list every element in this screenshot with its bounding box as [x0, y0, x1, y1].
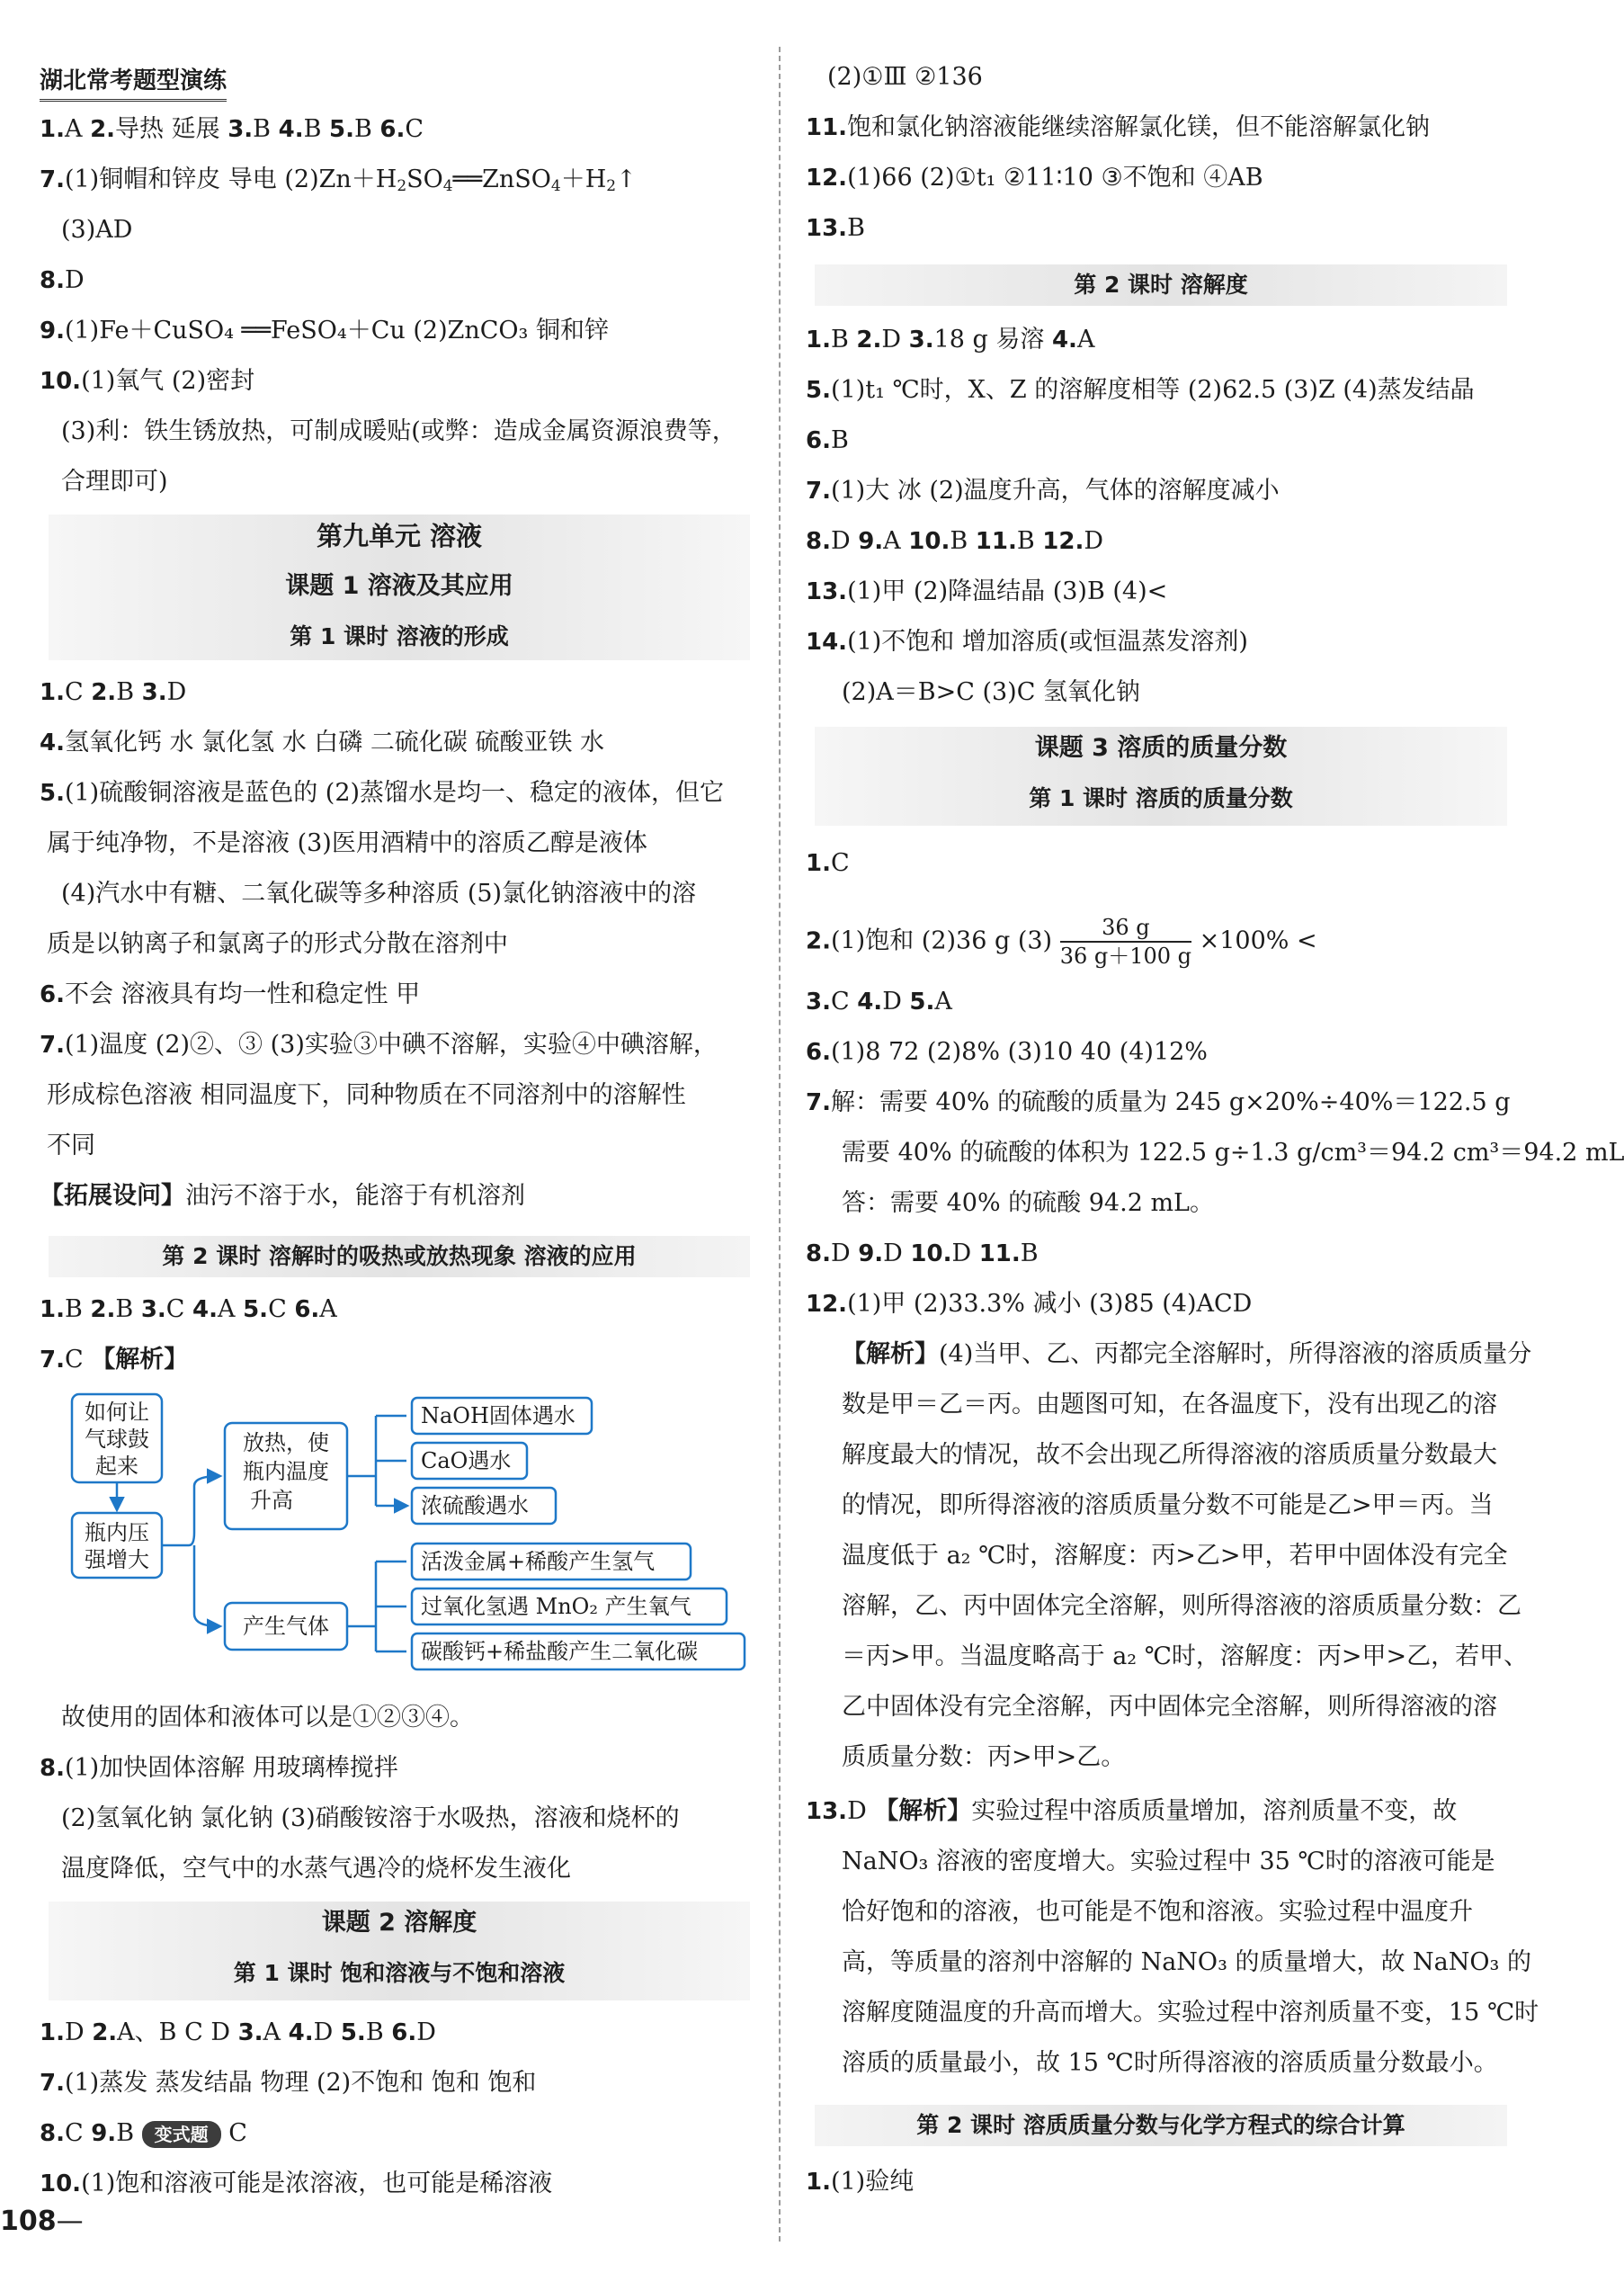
q-number: 6.: [806, 1039, 831, 1066]
answer: D: [64, 2018, 93, 2046]
lesson-title: 第 2 课时 溶质质量分数与化学方程式的综合计算: [815, 2105, 1507, 2146]
answer: 油污不溶于水，能溶于有机溶剂: [185, 1182, 525, 1210]
answer: SO: [406, 166, 443, 193]
q-number: 7.: [40, 2070, 65, 2097]
answer: B: [116, 678, 142, 706]
answer: A: [934, 988, 952, 1016]
page-number-dash: —: [56, 2206, 84, 2237]
branch2-label: 产生气体: [243, 1614, 329, 1639]
answer: D: [166, 678, 187, 706]
answer: B: [64, 1295, 91, 1323]
answer: C: [64, 678, 92, 706]
answer: D: [881, 326, 909, 353]
answer-line-q1-6: [40, 112, 424, 148]
answer-line: [806, 372, 1475, 408]
answer-cont: (2)A＝B>C (3)C 氢氧化钠: [842, 678, 1140, 706]
answer-line: [806, 1034, 1208, 1070]
q-number: 3.: [237, 2019, 263, 2046]
q-number: 12.: [806, 1291, 848, 1318]
q-number: 5.: [329, 116, 354, 143]
q-number: 5.: [243, 1296, 269, 1323]
section-title: 湖北常考题型演练: [40, 63, 227, 102]
q-number: 6.: [806, 427, 831, 454]
answer-cont: 需要 40% 的硫酸的体积为 122.5 g÷1.3 g/cm³＝94.2 cm³＝94.2 mL: [842, 1139, 1624, 1167]
q-number: 4.: [192, 1296, 218, 1323]
q-number: 8.: [40, 1755, 65, 1782]
q-number: 13.: [806, 578, 848, 605]
answer: 导热 延展: [115, 115, 228, 143]
q-number: 1.: [806, 2169, 831, 2196]
answer: B: [253, 115, 279, 143]
answer: B: [115, 1295, 141, 1323]
answer: (1)甲 (2)降温结晶 (3)B (4)<: [847, 577, 1168, 605]
answer: C: [220, 2119, 247, 2147]
q-number: 13.: [806, 1798, 848, 1825]
q-number: 1.: [806, 327, 831, 353]
answer-line: [806, 984, 952, 1020]
q-number: 10.: [908, 528, 950, 555]
q-number: 3.: [908, 327, 934, 353]
answer: D: [1084, 527, 1103, 555]
q-number: 3.: [140, 1296, 166, 1323]
q-number: 5.: [40, 780, 65, 807]
q-number: 13.: [806, 215, 848, 242]
leaf-label: 活泼金属+稀酸产生氢气: [421, 1549, 656, 1574]
q-number: 3.: [141, 679, 167, 706]
answer-line: [40, 725, 604, 761]
analysis-line: 温度低于 a₂ ℃时，溶解度：丙>乙>甲，若甲中固体没有完全: [842, 1542, 1508, 1570]
variant-badge: 变式题: [142, 2121, 221, 2148]
answer: D: [951, 1239, 979, 1267]
analysis-tag: 【解析】: [842, 1340, 939, 1368]
q-number: 3.: [806, 989, 831, 1016]
answer: (1)8 72 (2)8% (3)10 40 (4)12%: [830, 1038, 1208, 1066]
page-number: [0, 2206, 84, 2237]
answer-cont: 温度降低，空气中的水蒸气遇冷的烧杯发生液化: [61, 1855, 571, 1883]
answer-line: [806, 574, 1167, 610]
answer: C: [165, 1295, 193, 1323]
lesson-title: 第 2 课时 溶解时的吸热或放热现象 溶液的应用: [49, 1236, 750, 1277]
q-number: 8.: [40, 267, 65, 294]
q-number: 10.: [40, 368, 82, 395]
answer-line: [806, 160, 1263, 196]
q-number: 9.: [40, 318, 65, 345]
q-number: 4.: [278, 116, 304, 143]
q-number: 4.: [40, 729, 65, 756]
q-number: 7.: [40, 1032, 65, 1059]
answer: C: [64, 2119, 92, 2147]
answer: A: [883, 527, 909, 555]
q-number: 1.: [806, 850, 831, 877]
answer: 解：需要 40% 的硫酸的质量为 245 g×20%÷40%＝122.5 g: [830, 1088, 1511, 1116]
answer: 不会 溶液具有均一性和稳定性 甲: [64, 980, 421, 1008]
q-number: 9.: [91, 2120, 117, 2147]
answer-line: [40, 1027, 718, 1063]
q-number: 11.: [978, 1240, 1021, 1267]
analysis-tag: 【解析】: [874, 1797, 972, 1825]
answer: (1)甲 (2)33.3% 减小 (3)85 (4)ACD: [847, 1290, 1253, 1318]
connector: [162, 1476, 219, 1545]
answer: C: [405, 115, 424, 143]
fraction-numerator: 36 g: [1060, 914, 1191, 943]
extension-line: [40, 1178, 525, 1214]
answer: B: [303, 115, 330, 143]
answer: 18 g 易溶: [933, 326, 1052, 353]
answer-line: [806, 473, 1280, 509]
answer: ══ZnSO: [452, 166, 551, 193]
q-number: 5.: [340, 2019, 366, 2046]
answer-line: [806, 1286, 1252, 1322]
answer-line: [806, 322, 1094, 358]
answer: ×100% <: [1199, 926, 1317, 955]
leaf-label: NaOH固体遇水: [421, 1403, 576, 1428]
lesson-title: 第 2 课时 溶解度: [815, 264, 1507, 306]
analysis-line: 恰好饱和的溶液，也可能是不饱和溶液。实验过程中温度升: [842, 1898, 1473, 1926]
q-number: 9.: [858, 528, 884, 555]
q-number: 8.: [40, 2120, 65, 2147]
q-number: 11.: [806, 114, 848, 141]
answer-line: [806, 423, 849, 459]
answer: (1)加快固体溶解 用玻璃棒搅拌: [64, 1754, 398, 1782]
q-number: 7.: [806, 478, 831, 505]
answer-line: [806, 2164, 914, 2200]
lesson-title: 第 1 课时 饱和溶液与不饱和溶液: [233, 1960, 566, 1986]
answer: A: [263, 2018, 289, 2046]
answer: B: [830, 426, 849, 454]
q-number: 8.: [806, 528, 831, 555]
lesson-title: 第 1 课时 溶质的质量分数: [1029, 785, 1293, 811]
analysis-line: 解度最大的情况，故不会出现乙所得溶液的溶质质量分数最大: [842, 1441, 1497, 1469]
answer-line-q7: [40, 162, 637, 204]
answer: D: [313, 2018, 341, 2046]
q-number: 2.: [856, 327, 882, 353]
answer: B: [1016, 527, 1043, 555]
branch1-line: 放热，使: [243, 1430, 329, 1455]
answer: 饱和氯化钠溶液能继续溶解氯化镁，但不能溶解氯化钠: [847, 113, 1431, 141]
answer-line-q10: [40, 363, 254, 399]
answer-cont: 答：需要 40% 的硫酸 94.2 mL。: [842, 1189, 1214, 1217]
q-number: 12.: [806, 165, 848, 192]
answer-line: [40, 1292, 337, 1328]
analysis-line: [842, 1337, 1531, 1373]
answer: B: [116, 2119, 142, 2147]
q-number: 6.: [40, 981, 65, 1008]
answer-cont: 合理即可): [61, 468, 168, 496]
answer: (1)大 冰 (2)温度升高，气体的溶解度减小: [830, 477, 1280, 505]
topic-title: 课题 2 溶解度: [321, 1909, 477, 1937]
answer: (1)66 (2)①t₁ ②11∶10 ③不饱和 ④AB: [847, 164, 1263, 192]
answer: (1)饱和 (2)36 g (3): [830, 926, 1053, 955]
answer: A、B C D: [117, 2018, 238, 2046]
q-number: 1.: [40, 116, 65, 143]
answer-cont: 故使用的固体和液体可以是①②③④。: [61, 1704, 474, 1732]
answer-line: [40, 2065, 536, 2101]
answer-line: [806, 110, 1430, 146]
analysis-line: 溶质的质量最小，故 15 ℃时所得溶液的溶质质量分数最小。: [842, 2049, 1498, 2077]
answer-cont: (2)①Ⅲ ②136: [827, 63, 983, 91]
q-number: 2.: [90, 1296, 116, 1323]
answer-cont: (2)氢氧化钠 氯化钠 (3)硝酸铵溶于水吸热，溶液和烧杯的: [61, 1804, 680, 1832]
unit-title: 第九单元 溶液: [316, 521, 483, 551]
answer-cont: 质是以钠离子和氯离子的形式分散在溶剂中: [47, 930, 508, 958]
root-line: 气球鼓: [85, 1427, 149, 1452]
q-number: 7.: [40, 166, 65, 193]
q-number: 7.: [40, 1347, 65, 1374]
branch1-line: 瓶内温度: [243, 1459, 329, 1484]
answer-cont: (3)AD: [61, 216, 133, 244]
lesson-title: 第 1 课时 溶液的形成: [290, 623, 509, 649]
q-number: 4.: [1051, 327, 1077, 353]
answer: A: [319, 1295, 337, 1323]
q-number: 2.: [91, 679, 117, 706]
answer: A: [1076, 326, 1095, 353]
answer: B: [847, 214, 865, 242]
answer-cont: 属于纯净物，不是溶液 (3)医用酒精中的溶质乙醇是液体: [47, 829, 647, 857]
answer: C: [830, 849, 850, 877]
connector: [347, 1416, 406, 1506]
answer: (1)硫酸铜溶液是蓝色的 (2)蒸馏水是均一、稳定的液体，但它: [64, 779, 725, 807]
subscript: 4: [442, 177, 453, 195]
answer: (1)铜帽和锌皮 导电 (2)Zn＋H: [64, 166, 397, 193]
topic-title: 课题 3 溶质的质量分数: [1034, 734, 1288, 762]
answer-line: [806, 1236, 1039, 1272]
answer: A: [218, 1295, 244, 1323]
answer: D: [883, 1239, 911, 1267]
answer: B: [830, 326, 857, 353]
answer: B: [1020, 1239, 1039, 1267]
answer-line: [40, 775, 724, 811]
q-number: 3.: [228, 116, 254, 143]
answer: D: [64, 266, 85, 294]
q-number: 8.: [806, 1240, 831, 1267]
analysis-line: 的情况，即所得溶液的溶质质量分数不可能是乙>甲＝丙。当: [842, 1491, 1494, 1519]
leaf-label: CaO遇水: [421, 1448, 512, 1473]
q-number: 6.: [391, 2019, 417, 2046]
analysis-line: 乙中固体没有完全溶解，丙中固体完全溶解，则所得溶液的溶: [842, 1693, 1497, 1721]
answer-line: [806, 524, 1103, 559]
answer: (1)氧气 (2)密封: [81, 367, 255, 395]
answer: D: [847, 1797, 875, 1825]
answer: (1)饱和溶液可能是浓溶液，也可能是稀溶液: [81, 2170, 553, 2197]
analysis-line: ＝丙>甲。当温度略高于 a₂ ℃时，溶解度：丙>甲>乙，若甲、: [842, 1642, 1529, 1670]
q-number: 1.: [40, 2019, 65, 2046]
analysis-line: 数是甲＝乙＝丙。由题图可知，在各温度下，没有出现乙的溶: [842, 1391, 1497, 1418]
analysis-line: 高，等质量的溶剂中溶解的 NaNO₃ 的质量增大，故 NaNO₃ 的: [842, 1948, 1531, 1976]
page-number-text: 108: [0, 2206, 57, 2237]
answer-line: [806, 914, 1317, 970]
answer: ＋H: [560, 166, 607, 193]
q-number: 9.: [858, 1240, 884, 1267]
fraction: [1060, 914, 1191, 970]
q-number: 6.: [294, 1296, 320, 1323]
q-number: 1.: [40, 679, 65, 706]
analysis-line: 质质量分数：丙>甲>乙。: [842, 1743, 1126, 1771]
answer: D: [830, 1239, 859, 1267]
answer: D: [830, 527, 859, 555]
answer-cont: 不同: [47, 1132, 95, 1159]
q-number: 10.: [40, 2170, 82, 2197]
answer-line: [40, 977, 420, 1013]
analysis-tag: 【解析】: [91, 1346, 189, 1374]
analysis-line: NaNO₃ 溶液的密度增大。实验过程中 35 ℃时的溶液可能是: [842, 1848, 1495, 1875]
answer: C: [64, 1346, 92, 1374]
answer-line: [40, 1750, 398, 1786]
answer-line: [40, 2015, 436, 2051]
q-number: 7.: [806, 1089, 831, 1116]
extension-label: 【拓展设问】: [40, 1182, 185, 1210]
answer-line: [40, 675, 186, 711]
answer: C: [268, 1295, 295, 1323]
answer: A: [64, 115, 91, 143]
answer: D: [882, 988, 910, 1016]
root-line: 起来: [95, 1454, 138, 1479]
q-number: 6.: [379, 116, 406, 143]
q-number: 4.: [288, 2019, 314, 2046]
answer: (1)蒸发 蒸发结晶 物理 (2)不饱和 饱和 饱和: [64, 2069, 537, 2097]
answer-line: [806, 1794, 1457, 1830]
connector: [347, 1562, 406, 1651]
q-number: 11.: [975, 528, 1017, 555]
answer: (1)验纯: [830, 2168, 915, 2196]
gas-arrow: ↑: [616, 166, 637, 193]
connector: [194, 1545, 219, 1626]
q-number: 4.: [857, 989, 883, 1016]
answer: 氢氧化钙 水 氯化氢 水 白磷 二硫化碳 硫酸亚铁 水: [64, 729, 605, 756]
q-number: 5.: [806, 377, 831, 404]
answer: B: [353, 115, 380, 143]
q-number: 1.: [40, 1296, 65, 1323]
analysis-text: 实验过程中溶质质量增加，溶剂质量不变，故: [971, 1797, 1458, 1825]
answer-line-q9: [40, 313, 609, 349]
answer-line: [806, 210, 865, 246]
answer-line: [40, 2166, 552, 2202]
answer: B: [950, 527, 976, 555]
analysis-line: 溶解度随温度的升高而增大。实验过程中溶剂质量不变，15 ℃时: [842, 1999, 1539, 2027]
q-number: 10.: [910, 1240, 952, 1267]
q-number: 2.: [90, 116, 116, 143]
q-number: 2.: [806, 927, 831, 955]
mid-line: 瓶内压: [85, 1520, 149, 1545]
answer: D: [416, 2018, 436, 2046]
answer: (1)温度 (2)②、③ (3)实验③中碘不溶解，实验④中碘溶解，: [64, 1031, 718, 1059]
subscript: 2: [397, 177, 407, 195]
column-divider: [779, 47, 781, 2242]
leaf-label: 碳酸钙+稀盐酸产生二氧化碳: [421, 1639, 699, 1664]
q-number: 14.: [806, 629, 848, 656]
answer-line-q8: [40, 263, 85, 299]
answer-line: [40, 2116, 247, 2152]
q-number: 12.: [1042, 528, 1084, 555]
answer-line: [806, 846, 850, 881]
answer-cont: 形成棕色溶液 相同温度下，同种物质在不同溶剂中的溶解性: [47, 1081, 686, 1109]
topic-title: 课题 1 溶液及其应用: [285, 572, 513, 600]
answer-line: [806, 1085, 1511, 1121]
branch1-line: 升高: [250, 1488, 293, 1513]
answer-line: [40, 1342, 188, 1378]
answer: C: [830, 988, 858, 1016]
mid-line: 强增大: [85, 1547, 149, 1572]
answer-cont: (3)利：铁生锈放热，可制成暖贴(或弊：造成金属资源浪费等，: [61, 417, 736, 445]
analysis-line: 溶解，乙、丙中固体完全溶解，则所得溶液的溶质质量分数：乙: [842, 1592, 1521, 1620]
root-line: 如何让: [85, 1400, 149, 1425]
subscript: 4: [550, 177, 561, 195]
leaf-label: 浓硫酸遇水: [421, 1493, 529, 1518]
answer-line: [806, 624, 1248, 660]
leaf-label: 过氧化氢遇 MnO₂ 产生氧气: [421, 1594, 692, 1619]
analysis-text: (4)当甲、乙、丙都完全溶解时，所得溶液的溶质质量分: [939, 1340, 1532, 1368]
balloon-concept-diagram: [65, 1389, 775, 1686]
answer-cont: (4)汽水中有糖、二氧化碳等多种溶质 (5)氯化钠溶液中的溶: [61, 880, 697, 908]
answer: (1)Fe＋CuSO₄ ══FeSO₄＋Cu (2)ZnCO₃ 铜和锌: [64, 317, 609, 345]
subscript: 2: [606, 177, 617, 195]
answer: (1)t₁ ℃时，X、Z 的溶解度相等 (2)62.5 (3)Z (4)蒸发结晶: [830, 376, 1475, 404]
fraction-denominator: 36 g＋100 g: [1059, 944, 1192, 969]
q-number: 5.: [909, 989, 935, 1016]
answer: B: [365, 2018, 392, 2046]
q-number: 2.: [92, 2019, 118, 2046]
answer: (1)不饱和 增加溶质(或恒温蒸发溶剂): [847, 628, 1248, 656]
